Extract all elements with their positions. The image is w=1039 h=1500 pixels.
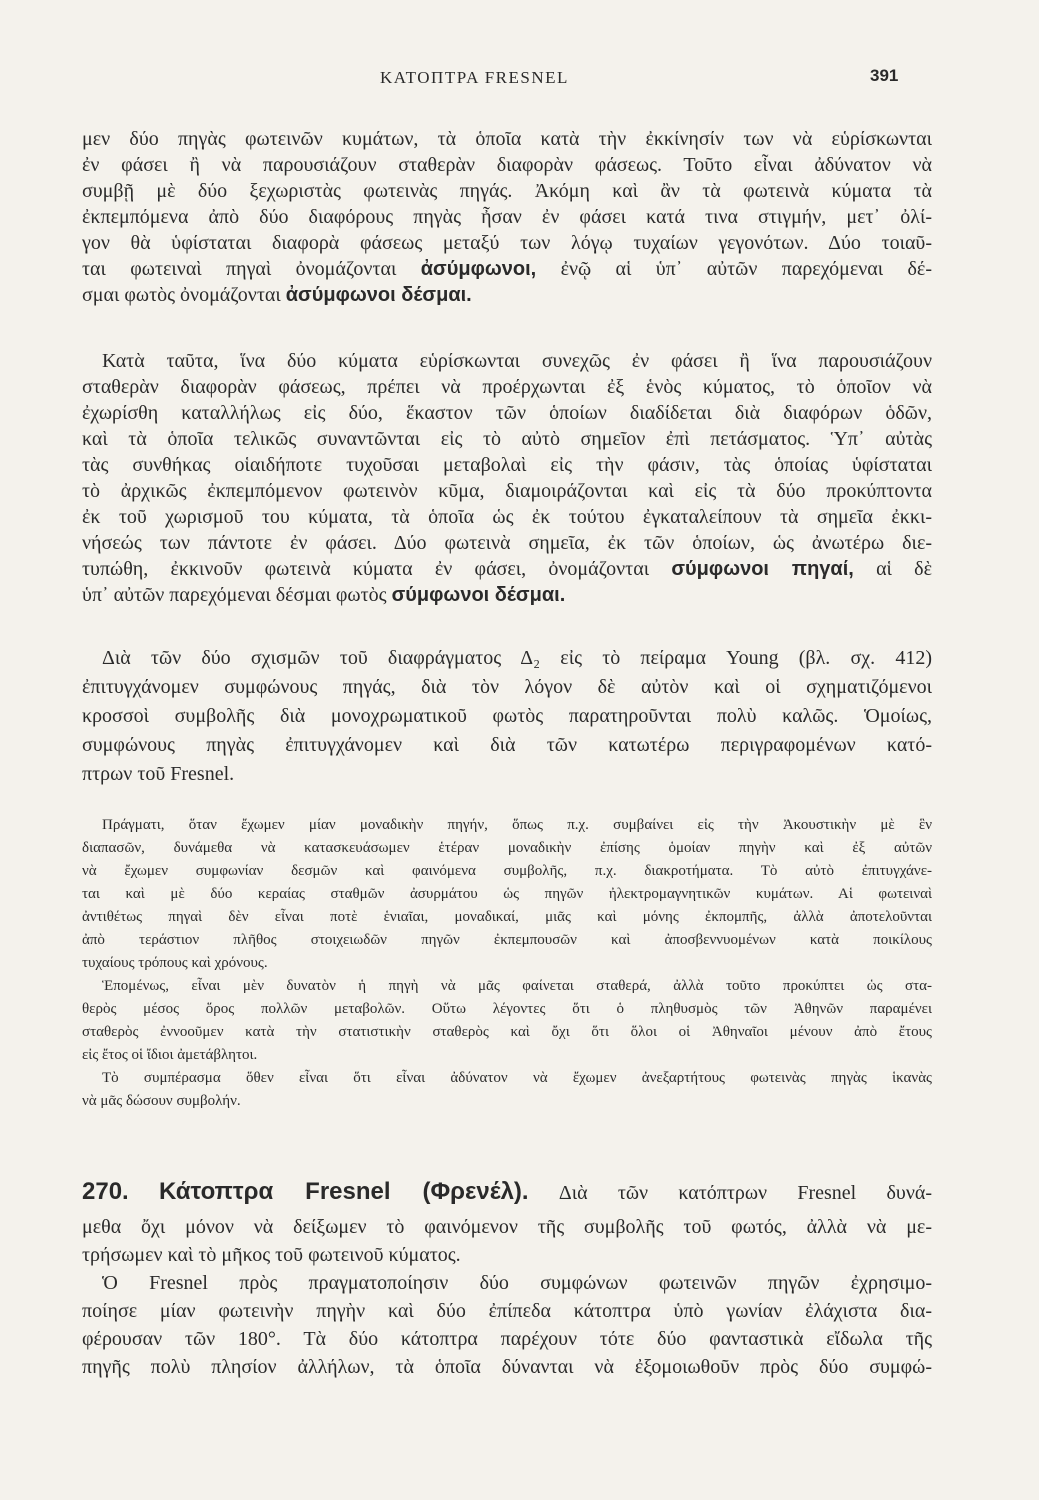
text-line xyxy=(82,256,932,282)
text-line: σταθερὰν διαφορὰν φάσεως, πρέπει νὰ προέρχωνται ἐξ ἑνὸς κύματος, τὸ ὁποῖον νὰ xyxy=(82,376,932,398)
note-line: θερὸς μέσος ὅρος πολλῶν μεταβολῶν. Οὕτω λέγοντες ὅτι ὁ πληθυσμὸς τῶν Ἀθηνῶν παραμένει xyxy=(82,1001,932,1017)
section-title: Κάτοπτρα Fresnel (Φρενέλ). xyxy=(158,1178,529,1205)
text-line: ἐκ τοῦ χωρισμοῦ του κύματα, τὰ ὁποῖα ὡς ἐκ τούτου ἐγκαταλείπουν τὰ σημεῖα ἐκκι- xyxy=(82,506,932,528)
text-run: ἐνῷ αἱ ὑπ᾽ αὐτῶν παρεχόμεναι δέ- xyxy=(536,258,932,280)
note-line: νὰ ἔχωμεν συμφωνίαν δεσμῶν καὶ φαινόμενα συμβολῆς, π.χ. διακροτήματα. Τὸ αὐτὸ ἐπιτυγχάνε- xyxy=(82,863,932,879)
text-line: τρήσωμεν καὶ τὸ μῆκος τοῦ φωτεινοῦ κύματος. xyxy=(82,1244,461,1266)
text-line xyxy=(82,582,932,608)
text-line: Κατὰ ταῦτα, ἵνα δύο κύματα εὑρίσκωνται συνεχῶς ἐν φάσει ἢ ἵνα παρουσιάζουν xyxy=(102,350,932,372)
term-asymphonoi: ἀσύμφωνοι, xyxy=(420,258,537,280)
text-line xyxy=(82,282,932,308)
note-line: εἰς ἔτος οἱ ἴδιοι ἀμετάβλητοι. xyxy=(82,1047,258,1063)
text-run: ὑπ᾽ αὐτῶν παρεχόμεναι δέσμαι φωτὸς xyxy=(82,584,392,606)
text-line: νήσεώς των πάντοτε ἐν φάσει. Δύο φωτεινὰ σημεῖα, ἐκ τῶν ὁποίων, ὡς ἀνωτέρω διε- xyxy=(82,532,932,554)
term-symphonoi-desmai: σύμφωνοι δέσμαι. xyxy=(391,584,566,606)
note-line: νὰ μᾶς δώσουν συμβολήν. xyxy=(82,1093,241,1109)
section-number: 270. xyxy=(82,1178,129,1205)
term-asymphonoi-desmai: ἀσύμφωνοι δέσμαι. xyxy=(285,284,472,306)
running-header: ΚΑΤΟΠΤΡΑ FRESNEL xyxy=(380,68,569,87)
page-number: 391 xyxy=(870,66,899,85)
note-line: Τὸ συμπέρασμα ὅθεν εἶναι ὅτι εἶναι ἀδύνατον νὰ ἔχωμεν ἀνεξαρτήτους φωτεινὰς πηγὰς ἱκανὰς xyxy=(102,1070,932,1086)
note-line: τυχαίους τρόπους καὶ χρόνους. xyxy=(82,955,268,971)
section-heading-line xyxy=(82,1178,932,1207)
text-line: ἐν φάσει ἢ νὰ παρουσιάζουν σταθερὰν διαφορὰν φάσεως. Τοῦτο εἶναι ἀδύνατον νὰ xyxy=(82,154,932,176)
note-line: ται καὶ μὲ δύο κεραίας σταθμῶν ἀσυρμάτου ὡς πηγῶν ἠλεκτρομαγνητικῶν κυμάτων. Αἱ φωτειναὶ xyxy=(82,886,932,902)
text-run: ται φωτειναὶ πηγαὶ ὀνομάζονται xyxy=(82,258,421,280)
text-line: συμφώνους πηγὰς ἐπιτυγχάνομεν καὶ διὰ τῶν κατωτέρω περιγραφομένων κατό- xyxy=(82,734,932,756)
text-line: Ὁ Fresnel πρὸς πραγματοποίησιν δύο συμφώνων φωτεινῶν πηγῶν ἐχρησιμο- xyxy=(102,1272,932,1294)
text-line: ἐκπεμπόμενα ἀπὸ δύο διαφόρους πηγὰς ἦσαν ἐν φάσει κατά τινα στιγμήν, μετ᾽ ὀλί- xyxy=(82,206,932,228)
text-run: τυπώθη, ἐκκινοῦν φωτεινὰ κύματα ἐν φάσει, ὀνομάζονται xyxy=(82,558,672,580)
note-line: σταθερὸς ἐννοοῦμεν κατὰ τὴν στατιστικὴν σταθερὸς καὶ ὄχι ὅτι ὅλοι οἱ Ἀθηναῖοι μένουν ἀπὸ ἔτους xyxy=(82,1024,932,1040)
note-line: Ἑπομένως, εἶναι μὲν δυνατὸν ἡ πηγὴ νὰ μᾶς φαίνεται σταθερά, ἀλλὰ τοῦτο προκύπτει ὡς στα- xyxy=(102,978,932,994)
text-line: πηγῆς πολὺ πλησίον ἀλλήλων, τὰ ὁποῖα δύνανται νὰ ἐξομοιωθοῦν πρὸς δύο συμφώ- xyxy=(82,1356,932,1378)
note-line: Πράγματι, ὅταν ἔχωμεν μίαν μοναδικὴν πηγήν, ὅπως π.χ. συμβαίνει εἰς τὴν Ἀκουστικὴν μὲ ἓν xyxy=(102,817,932,833)
note-line: ἀντιθέτως πηγαὶ δὲν εἶναι ποτὲ ἑνιαῖαι, μοναδικαί, μιᾶς καὶ μόνης ἐκπομπῆς, ἀλλὰ ἀποτελοῦνται xyxy=(82,909,932,925)
text-run: αἱ δὲ xyxy=(853,558,933,580)
text-line: συμβῇ μὲ δύο ξεχωριστὰς φωτεινὰς πηγάς. Ἀκόμη καὶ ἂν τὰ φωτεινὰ κύματα τὰ xyxy=(82,180,932,202)
text-run: σμαι φωτὸς ὀνομάζονται xyxy=(82,284,286,306)
text-line: φέρουσαν τῶν 180°. Τὰ δύο κάτοπτρα παρέχουν τότε δύο φανταστικὰ εἴδωλα τῆς xyxy=(82,1328,932,1350)
note-line: ἀπὸ τεράστιον πλῆθος στοιχειωδῶν πηγῶν ἐκπεμπουσῶν καὶ ἀποσβεννυομένων κατὰ ποικίλους xyxy=(82,932,932,948)
text-line: κροσσοὶ συμβολῆς διὰ μονοχρωματικοῦ φωτὸς παρατηροῦνται πολὺ καλῶς. Ὁμοίως, xyxy=(82,705,932,727)
text-line: ἐπιτυγχάνομεν συμφώνους πηγάς, διὰ τὸν λόγον δὲ αὐτὸν καὶ οἱ σχηματιζόμενοι xyxy=(82,676,932,698)
text-line: ποίησε μίαν φωτεινὴν πηγὴν καὶ δύο ἐπίπεδα κάτοπτρα ὑπὸ γωνίαν ἐλάχιστα δια- xyxy=(82,1300,932,1322)
text-line: τὸ ἀρχικῶς ἐκπεμπόμενον φωτεινὸν κῦμα, διαμοιράζονται καὶ εἰς τὰ δύο προκύπτοντα xyxy=(82,480,932,502)
term-symphonoi-pigai: σύμφωνοι πηγαί, xyxy=(671,558,854,580)
text-line: μεθα ὄχι μόνον νὰ δείξωμεν τὸ φαινόμενον τῆς συμβολῆς τοῦ φωτός, ἀλλὰ νὰ με- xyxy=(82,1216,932,1238)
text-line: ἐχωρίσθη καταλλήλως εἰς δύο, ἕκαστον τῶν ὁποίων διαδίδεται διὰ διαφόρων ὁδῶν, xyxy=(82,402,932,424)
text-line: καὶ τὰ ὁποῖα τελικῶς συναντῶνται εἰς τὸ αὐτὸ σημεῖον ἐπὶ πετάσματος. Ὑπ᾽ αὐτὰς xyxy=(82,428,932,450)
text-line: πτρων τοῦ Fresnel. xyxy=(82,763,235,785)
text-run: Διὰ τῶν κατόπτρων Fresnel δυνά- xyxy=(558,1182,933,1204)
note-line: διαπασῶν, δυνάμεθα νὰ κατασκευάσωμεν ἑτέραν μοναδικὴν ἐπίσης ὁμοίαν πηγὴν καὶ ἐξ αὐτῶν xyxy=(82,840,932,856)
text-line: Διὰ τῶν δύο σχισμῶν τοῦ διαφράγματος Δ₂ εἰς τὸ πείραμα Young (βλ. σχ. 412) xyxy=(102,647,932,669)
text-line: μεν δύο πηγὰς φωτεινῶν κυμάτων, τὰ ὁποῖα κατὰ τὴν ἐκκίνησίν των νὰ εὑρίσκωνται xyxy=(82,128,932,150)
text-line: τὰς συνθήκας οἱαιδήποτε τυχοῦσαι μεταβολαὶ εἰς τὴν φάσιν, τὰς ὁποίας ὑφίσταται xyxy=(82,454,932,476)
text-line xyxy=(82,556,932,582)
text-line: γον θὰ ὑφίσταται διαφορὰ φάσεως μεταξύ των λόγῳ τυχαίων γεγονότων. Δύο τοιαῦ- xyxy=(82,232,932,254)
